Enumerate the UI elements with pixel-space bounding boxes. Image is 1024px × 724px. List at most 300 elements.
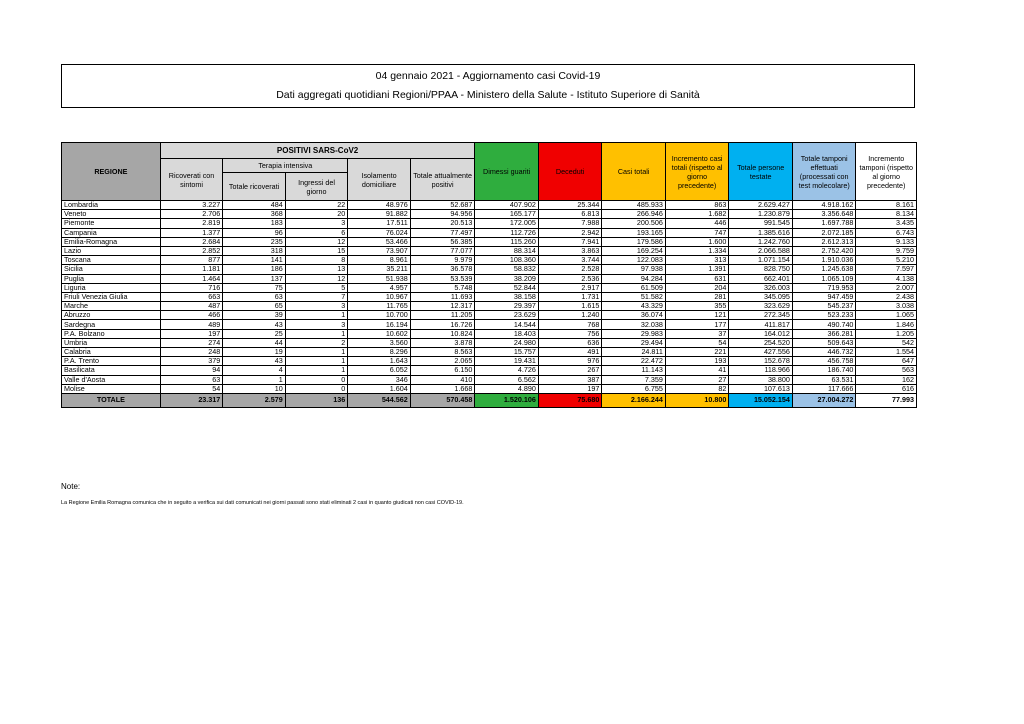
- value-cell: 2.072.185: [792, 228, 856, 237]
- value-cell: 58.832: [475, 265, 539, 274]
- value-cell: 2.752.420: [792, 246, 856, 255]
- value-cell: 509.643: [792, 338, 856, 347]
- value-cell: 38.158: [475, 292, 539, 301]
- value-cell: 186.740: [792, 366, 856, 375]
- value-cell: 38.800: [729, 375, 793, 384]
- value-cell: 165.177: [475, 210, 539, 219]
- value-cell: 235: [223, 237, 286, 246]
- value-cell: 1.181: [160, 265, 223, 274]
- table-row: [62, 228, 917, 237]
- value-cell: 96: [223, 228, 286, 237]
- value-cell: 27: [665, 375, 729, 384]
- value-cell: 6.813: [538, 210, 602, 219]
- value-cell: 2.852: [160, 246, 223, 255]
- report-header: [61, 64, 915, 108]
- value-cell: 877: [160, 256, 223, 265]
- value-cell: 221: [665, 348, 729, 357]
- value-cell: 747: [665, 228, 729, 237]
- value-cell: 272.345: [729, 311, 793, 320]
- value-cell: 29.397: [475, 302, 539, 311]
- value-cell: 152.678: [729, 357, 793, 366]
- value-cell: 456.758: [792, 357, 856, 366]
- totale-ricoverati-header: Totale ricoverati: [223, 173, 286, 201]
- table-row: [62, 302, 917, 311]
- value-cell: 768: [538, 320, 602, 329]
- value-cell: 32.038: [602, 320, 666, 329]
- value-cell: 3: [285, 219, 348, 228]
- value-cell: 387: [538, 375, 602, 384]
- total-value-cell: 1.520.106: [475, 393, 539, 407]
- value-cell: 1.230.879: [729, 210, 793, 219]
- value-cell: 5.210: [856, 256, 917, 265]
- value-cell: 94.956: [410, 210, 475, 219]
- value-cell: 53.466: [348, 237, 411, 246]
- value-cell: 16.726: [410, 320, 475, 329]
- value-cell: 51.582: [602, 292, 666, 301]
- value-cell: 11.143: [602, 366, 666, 375]
- value-cell: 2.536: [538, 274, 602, 283]
- value-cell: 248: [160, 348, 223, 357]
- table-row: [62, 357, 917, 366]
- value-cell: 6.150: [410, 366, 475, 375]
- value-cell: 186: [223, 265, 286, 274]
- region-name-cell: Sicilia: [62, 265, 161, 274]
- value-cell: 11.205: [410, 311, 475, 320]
- value-cell: 88.314: [475, 246, 539, 255]
- value-cell: 491: [538, 348, 602, 357]
- value-cell: 97.938: [602, 265, 666, 274]
- value-cell: 41: [665, 366, 729, 375]
- value-cell: 164.012: [729, 329, 793, 338]
- value-cell: 323.629: [729, 302, 793, 311]
- value-cell: 193: [665, 357, 729, 366]
- value-cell: 2.066.588: [729, 246, 793, 255]
- value-cell: 43.329: [602, 302, 666, 311]
- value-cell: 346: [348, 375, 411, 384]
- region-name-cell: Umbria: [62, 338, 161, 347]
- value-cell: 1.071.154: [729, 256, 793, 265]
- deceduti-header: Deceduti: [538, 143, 602, 201]
- value-cell: 12.317: [410, 302, 475, 311]
- value-cell: 11.765: [348, 302, 411, 311]
- value-cell: 446.732: [792, 348, 856, 357]
- value-cell: 1.682: [665, 210, 729, 219]
- value-cell: 716: [160, 283, 223, 292]
- value-cell: 54: [665, 338, 729, 347]
- value-cell: 9.979: [410, 256, 475, 265]
- total-value-cell: 23.317: [160, 393, 223, 407]
- value-cell: 117.666: [792, 384, 856, 393]
- table-row: [62, 283, 917, 292]
- value-cell: 1.385.616: [729, 228, 793, 237]
- table-row: [62, 246, 917, 255]
- value-cell: 1.554: [856, 348, 917, 357]
- value-cell: 10.700: [348, 311, 411, 320]
- value-cell: 1.065: [856, 311, 917, 320]
- table-row: [62, 375, 917, 384]
- value-cell: 863: [665, 201, 729, 210]
- value-cell: 1.240: [538, 311, 602, 320]
- value-cell: 197: [160, 329, 223, 338]
- region-name-cell: P.A. Trento: [62, 357, 161, 366]
- table-row: [62, 292, 917, 301]
- casi-totali-header: Casi totali: [602, 143, 666, 201]
- value-cell: 1.910.036: [792, 256, 856, 265]
- value-cell: 44: [223, 338, 286, 347]
- value-cell: 355: [665, 302, 729, 311]
- value-cell: 563: [856, 366, 917, 375]
- value-cell: 345.095: [729, 292, 793, 301]
- isolamento-header: Isolamento domiciliare: [348, 159, 411, 201]
- value-cell: 23.629: [475, 311, 539, 320]
- value-cell: 53.539: [410, 274, 475, 283]
- total-value-cell: 10.800: [665, 393, 729, 407]
- value-cell: 36.074: [602, 311, 666, 320]
- value-cell: 523.233: [792, 311, 856, 320]
- table-row: [62, 329, 917, 338]
- persone-testate-header: Totale persone testate: [729, 143, 793, 201]
- value-cell: 73.907: [348, 246, 411, 255]
- value-cell: 2.438: [856, 292, 917, 301]
- value-cell: 6.052: [348, 366, 411, 375]
- value-cell: 19.431: [475, 357, 539, 366]
- value-cell: 22: [285, 201, 348, 210]
- value-cell: 43: [223, 320, 286, 329]
- value-cell: 54: [160, 384, 223, 393]
- value-cell: 976: [538, 357, 602, 366]
- value-cell: 200.506: [602, 219, 666, 228]
- value-cell: 1: [285, 357, 348, 366]
- table-row: [62, 384, 917, 393]
- value-cell: 16.194: [348, 320, 411, 329]
- positivi-group-header: POSITIVI SARS-CoV2: [160, 143, 475, 159]
- value-cell: 3: [285, 302, 348, 311]
- value-cell: 631: [665, 274, 729, 283]
- region-name-cell: Puglia: [62, 274, 161, 283]
- value-cell: 19: [223, 348, 286, 357]
- value-cell: 2.612.313: [792, 237, 856, 246]
- value-cell: 8.134: [856, 210, 917, 219]
- value-cell: 2.706: [160, 210, 223, 219]
- value-cell: 122.083: [602, 256, 666, 265]
- value-cell: 545.237: [792, 302, 856, 311]
- value-cell: 179.586: [602, 237, 666, 246]
- value-cell: 3.356.648: [792, 210, 856, 219]
- value-cell: 1.377: [160, 228, 223, 237]
- value-cell: 991.545: [729, 219, 793, 228]
- table-row: [62, 201, 917, 210]
- value-cell: 14.544: [475, 320, 539, 329]
- value-cell: 2.528: [538, 265, 602, 274]
- total-value-cell: 15.052.154: [729, 393, 793, 407]
- value-cell: 37: [665, 329, 729, 338]
- region-header: REGIONE: [62, 143, 161, 201]
- value-cell: 39: [223, 311, 286, 320]
- value-cell: 52.844: [475, 283, 539, 292]
- value-cell: 1.604: [348, 384, 411, 393]
- value-cell: 6.743: [856, 228, 917, 237]
- value-cell: 3.878: [410, 338, 475, 347]
- value-cell: 121: [665, 311, 729, 320]
- value-cell: 1.615: [538, 302, 602, 311]
- value-cell: 177: [665, 320, 729, 329]
- value-cell: 12: [285, 237, 348, 246]
- value-cell: 1.245.638: [792, 265, 856, 274]
- value-cell: 193.165: [602, 228, 666, 237]
- value-cell: 1: [223, 375, 286, 384]
- value-cell: 118.966: [729, 366, 793, 375]
- value-cell: 5: [285, 283, 348, 292]
- value-cell: 719.953: [792, 283, 856, 292]
- value-cell: 662.401: [729, 274, 793, 283]
- value-cell: 24.980: [475, 338, 539, 347]
- value-cell: 1.065.109: [792, 274, 856, 283]
- value-cell: 22.472: [602, 357, 666, 366]
- value-cell: 10.824: [410, 329, 475, 338]
- total-value-cell: 2.579: [223, 393, 286, 407]
- table-row: [62, 366, 917, 375]
- value-cell: 7.597: [856, 265, 917, 274]
- value-cell: 466: [160, 311, 223, 320]
- total-label-cell: TOTALE: [62, 393, 161, 407]
- value-cell: 25: [223, 329, 286, 338]
- value-cell: 1.846: [856, 320, 917, 329]
- value-cell: 65: [223, 302, 286, 311]
- value-cell: 94.284: [602, 274, 666, 283]
- value-cell: 2.917: [538, 283, 602, 292]
- table-row: [62, 338, 917, 347]
- value-cell: 407.902: [475, 201, 539, 210]
- value-cell: 0: [285, 384, 348, 393]
- value-cell: 267: [538, 366, 602, 375]
- value-cell: 3.863: [538, 246, 602, 255]
- region-name-cell: Molise: [62, 384, 161, 393]
- value-cell: 828.750: [729, 265, 793, 274]
- value-cell: 1.697.788: [792, 219, 856, 228]
- region-name-cell: Lazio: [62, 246, 161, 255]
- value-cell: 172.005: [475, 219, 539, 228]
- value-cell: 663: [160, 292, 223, 301]
- value-cell: 20.513: [410, 219, 475, 228]
- region-name-cell: Valle d'Aosta: [62, 375, 161, 384]
- value-cell: 1.334: [665, 246, 729, 255]
- value-cell: 52.687: [410, 201, 475, 210]
- table-row: [62, 348, 917, 357]
- value-cell: 1: [285, 348, 348, 357]
- table-row: [62, 237, 917, 246]
- value-cell: 43: [223, 357, 286, 366]
- incremento-tamponi-header: Incremento tamponi (rispetto al giorno precedente): [856, 143, 917, 201]
- total-value-cell: 570.458: [410, 393, 475, 407]
- value-cell: 8.161: [856, 201, 917, 210]
- value-cell: 20: [285, 210, 348, 219]
- value-cell: 3: [285, 320, 348, 329]
- value-cell: 112.726: [475, 228, 539, 237]
- value-cell: 10: [223, 384, 286, 393]
- table-row: [62, 311, 917, 320]
- region-name-cell: Marche: [62, 302, 161, 311]
- value-cell: 1.643: [348, 357, 411, 366]
- value-cell: 1.731: [538, 292, 602, 301]
- value-cell: 274: [160, 338, 223, 347]
- total-value-cell: 77.993: [856, 393, 917, 407]
- table-row: [62, 265, 917, 274]
- table-row: [62, 274, 917, 283]
- value-cell: 379: [160, 357, 223, 366]
- value-cell: 162: [856, 375, 917, 384]
- value-cell: 115.260: [475, 237, 539, 246]
- total-row: [62, 393, 917, 407]
- value-cell: 266.946: [602, 210, 666, 219]
- value-cell: 17.511: [348, 219, 411, 228]
- table-row: [62, 219, 917, 228]
- value-cell: 1: [285, 311, 348, 320]
- value-cell: 4.726: [475, 366, 539, 375]
- value-cell: 3.227: [160, 201, 223, 210]
- value-cell: 2.007: [856, 283, 917, 292]
- region-name-cell: Friuli Venezia Giulia: [62, 292, 161, 301]
- ingressi-header: Ingressi del giorno: [285, 173, 348, 201]
- value-cell: 636: [538, 338, 602, 347]
- value-cell: 107.613: [729, 384, 793, 393]
- value-cell: 0: [285, 375, 348, 384]
- value-cell: 51.938: [348, 274, 411, 283]
- value-cell: 6.562: [475, 375, 539, 384]
- value-cell: 542: [856, 338, 917, 347]
- value-cell: 7.359: [602, 375, 666, 384]
- region-name-cell: Basilicata: [62, 366, 161, 375]
- value-cell: 313: [665, 256, 729, 265]
- value-cell: 141: [223, 256, 286, 265]
- value-cell: 63: [160, 375, 223, 384]
- value-cell: 29.494: [602, 338, 666, 347]
- dimessi-header: Dimessi guariti: [475, 143, 539, 201]
- value-cell: 2.942: [538, 228, 602, 237]
- region-name-cell: Piemonte: [62, 219, 161, 228]
- incremento-casi-header: Incremento casi totali (rispetto al giorno precedente): [665, 143, 729, 201]
- region-name-cell: Campania: [62, 228, 161, 237]
- value-cell: 8.961: [348, 256, 411, 265]
- value-cell: 10.967: [348, 292, 411, 301]
- value-cell: 15: [285, 246, 348, 255]
- value-cell: 4: [223, 366, 286, 375]
- value-cell: 204: [665, 283, 729, 292]
- value-cell: 947.459: [792, 292, 856, 301]
- value-cell: 3.038: [856, 302, 917, 311]
- value-cell: 427.556: [729, 348, 793, 357]
- table-row: [62, 210, 917, 219]
- value-cell: 1.242.760: [729, 237, 793, 246]
- table-row: [62, 320, 917, 329]
- table-row: [62, 256, 917, 265]
- value-cell: 1: [285, 329, 348, 338]
- value-cell: 5.748: [410, 283, 475, 292]
- value-cell: 169.254: [602, 246, 666, 255]
- value-cell: 4.918.162: [792, 201, 856, 210]
- value-cell: 318: [223, 246, 286, 255]
- table-body: [62, 201, 917, 408]
- value-cell: 38.209: [475, 274, 539, 283]
- notes-text: La Regione Emilia Romagna comunica che in seguito a verifica sui dati comunicati nei giorni passati sono stati eliminati 2 casi in quanto giudicati non casi COVID-19.: [61, 500, 464, 506]
- value-cell: 77.077: [410, 246, 475, 255]
- value-cell: 75: [223, 283, 286, 292]
- value-cell: 11.693: [410, 292, 475, 301]
- value-cell: 61.509: [602, 283, 666, 292]
- value-cell: 490.740: [792, 320, 856, 329]
- value-cell: 616: [856, 384, 917, 393]
- value-cell: 487: [160, 302, 223, 311]
- value-cell: 446: [665, 219, 729, 228]
- value-cell: 411.817: [729, 320, 793, 329]
- value-cell: 647: [856, 357, 917, 366]
- value-cell: 35.211: [348, 265, 411, 274]
- value-cell: 24.811: [602, 348, 666, 357]
- value-cell: 1: [285, 366, 348, 375]
- value-cell: 8: [285, 256, 348, 265]
- value-cell: 368: [223, 210, 286, 219]
- value-cell: 36.578: [410, 265, 475, 274]
- value-cell: 756: [538, 329, 602, 338]
- total-value-cell: 27.004.272: [792, 393, 856, 407]
- region-name-cell: Lombardia: [62, 201, 161, 210]
- value-cell: 2.819: [160, 219, 223, 228]
- value-cell: 3.435: [856, 219, 917, 228]
- value-cell: 3.560: [348, 338, 411, 347]
- total-value-cell: 544.562: [348, 393, 411, 407]
- value-cell: 1.668: [410, 384, 475, 393]
- value-cell: 63.531: [792, 375, 856, 384]
- region-name-cell: Veneto: [62, 210, 161, 219]
- value-cell: 25.344: [538, 201, 602, 210]
- value-cell: 8.296: [348, 348, 411, 357]
- value-cell: 254.520: [729, 338, 793, 347]
- value-cell: 6: [285, 228, 348, 237]
- value-cell: 56.385: [410, 237, 475, 246]
- value-cell: 484: [223, 201, 286, 210]
- value-cell: 489: [160, 320, 223, 329]
- value-cell: 29.983: [602, 329, 666, 338]
- value-cell: 197: [538, 384, 602, 393]
- value-cell: 63: [223, 292, 286, 301]
- total-value-cell: 2.166.244: [602, 393, 666, 407]
- value-cell: 7.988: [538, 219, 602, 228]
- region-name-cell: Calabria: [62, 348, 161, 357]
- notes-label: Note:: [61, 482, 81, 491]
- value-cell: 183: [223, 219, 286, 228]
- value-cell: 7.941: [538, 237, 602, 246]
- totale-positivi-header: Totale attualmente positivi: [410, 159, 475, 201]
- value-cell: 91.882: [348, 210, 411, 219]
- value-cell: 8.563: [410, 348, 475, 357]
- value-cell: 1.600: [665, 237, 729, 246]
- region-name-cell: Abruzzo: [62, 311, 161, 320]
- value-cell: 4.890: [475, 384, 539, 393]
- value-cell: 2.684: [160, 237, 223, 246]
- value-cell: 18.403: [475, 329, 539, 338]
- region-name-cell: Toscana: [62, 256, 161, 265]
- value-cell: 13: [285, 265, 348, 274]
- value-cell: 1.391: [665, 265, 729, 274]
- value-cell: 12: [285, 274, 348, 283]
- value-cell: 366.281: [792, 329, 856, 338]
- value-cell: 326.003: [729, 283, 793, 292]
- value-cell: 10.602: [348, 329, 411, 338]
- terapia-intensiva-header: Terapia intensiva: [223, 159, 348, 173]
- value-cell: 7: [285, 292, 348, 301]
- value-cell: 1.464: [160, 274, 223, 283]
- value-cell: 94: [160, 366, 223, 375]
- value-cell: 77.497: [410, 228, 475, 237]
